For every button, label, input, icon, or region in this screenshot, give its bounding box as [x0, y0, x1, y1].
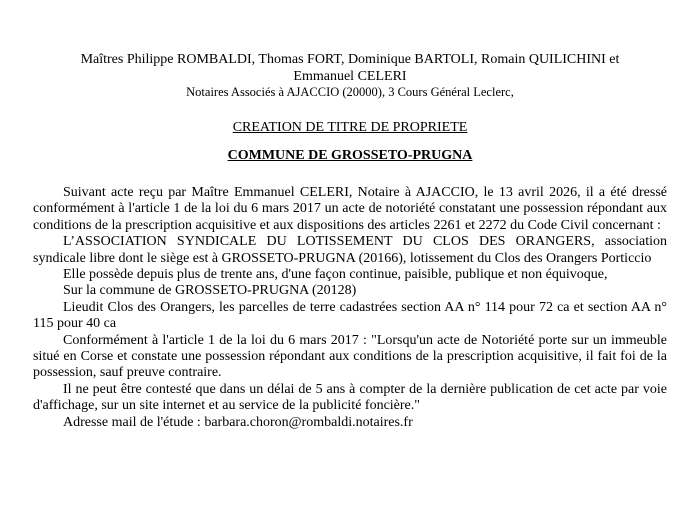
paragraph-parcelles-cadastrees: Lieudit Clos des Orangers, les parcelles de terre cadastrées section AA n° 114 pour 72 ca et section AA n° 115 pour 40 ca — [33, 299, 667, 332]
paragraph-possession-trente-ans: Elle possède depuis plus de trente ans, d'une façon continue, paisible, publique et non équivoque, — [63, 267, 608, 283]
paragraph-acte-recu: Suivant acte reçu par Maître Emmanuel CELERI, Notaire à AJACCIO, le 13 avril 2026, il a été dressé conformément à l'article 1 de la loi du 6 mars 2017 un acte de notoriété constatant une possession répondant aux conditions de la prescription acquisitive et aux dispositions des articles 2261 et 2272 du Code Civil concernant : — [33, 185, 667, 233]
document-title: CREATION DE TITRE DE PROPRIETE — [232, 120, 468, 135]
paragraph-adresse-mail-etude: Adresse mail de l'étude : barbara.choron@rombaldi.notaires.fr — [63, 414, 413, 430]
notary-office-header — [33, 51, 667, 100]
paragraph-article-loi: Conformément à l'article 1 de la loi du 6 mars 2017 : "Lorsqu'un acte de Notoriété porte sur un immeuble situé en Corse et constate une possession répondant aux conditions de la prescription acquisitive, il fait foi de la possession, sauf preuve contraire. — [33, 332, 667, 381]
notaries-names-line2: Emmanuel CELERI — [293, 69, 407, 84]
paragraph-association-syndicale: L’ASSOCIATION SYNDICALE DU LOTISSEMENT DU CLOS DES ORANGERS, association syndicale libre dont le siège est à GROSSETO-PRUGNA (20166), lotissement du Clos des Orangers Porticcio — [33, 234, 667, 266]
notaries-names-line1: Maîtres Philippe ROMBALDI, Thomas FORT, Dominique BARTOLI, Romain QUILICHINI et — [80, 52, 620, 67]
document-body — [33, 185, 667, 431]
paragraph-commune: Sur la commune de GROSSETO-PRUGNA (20128) — [63, 283, 357, 299]
paragraph-delai-contestation: Il ne peut être contesté que dans un délai de 5 ans à compter de la dernière publication de cet acte par voie d'affichage, sur un site internet et au service de la publicité foncière." — [33, 381, 667, 414]
commune-title: COMMUNE DE GROSSETO-PRUGNA — [227, 148, 473, 163]
notary-office-address: Notaires Associés à AJACCIO (20000), 3 Cours Général Leclerc, — [186, 85, 514, 99]
